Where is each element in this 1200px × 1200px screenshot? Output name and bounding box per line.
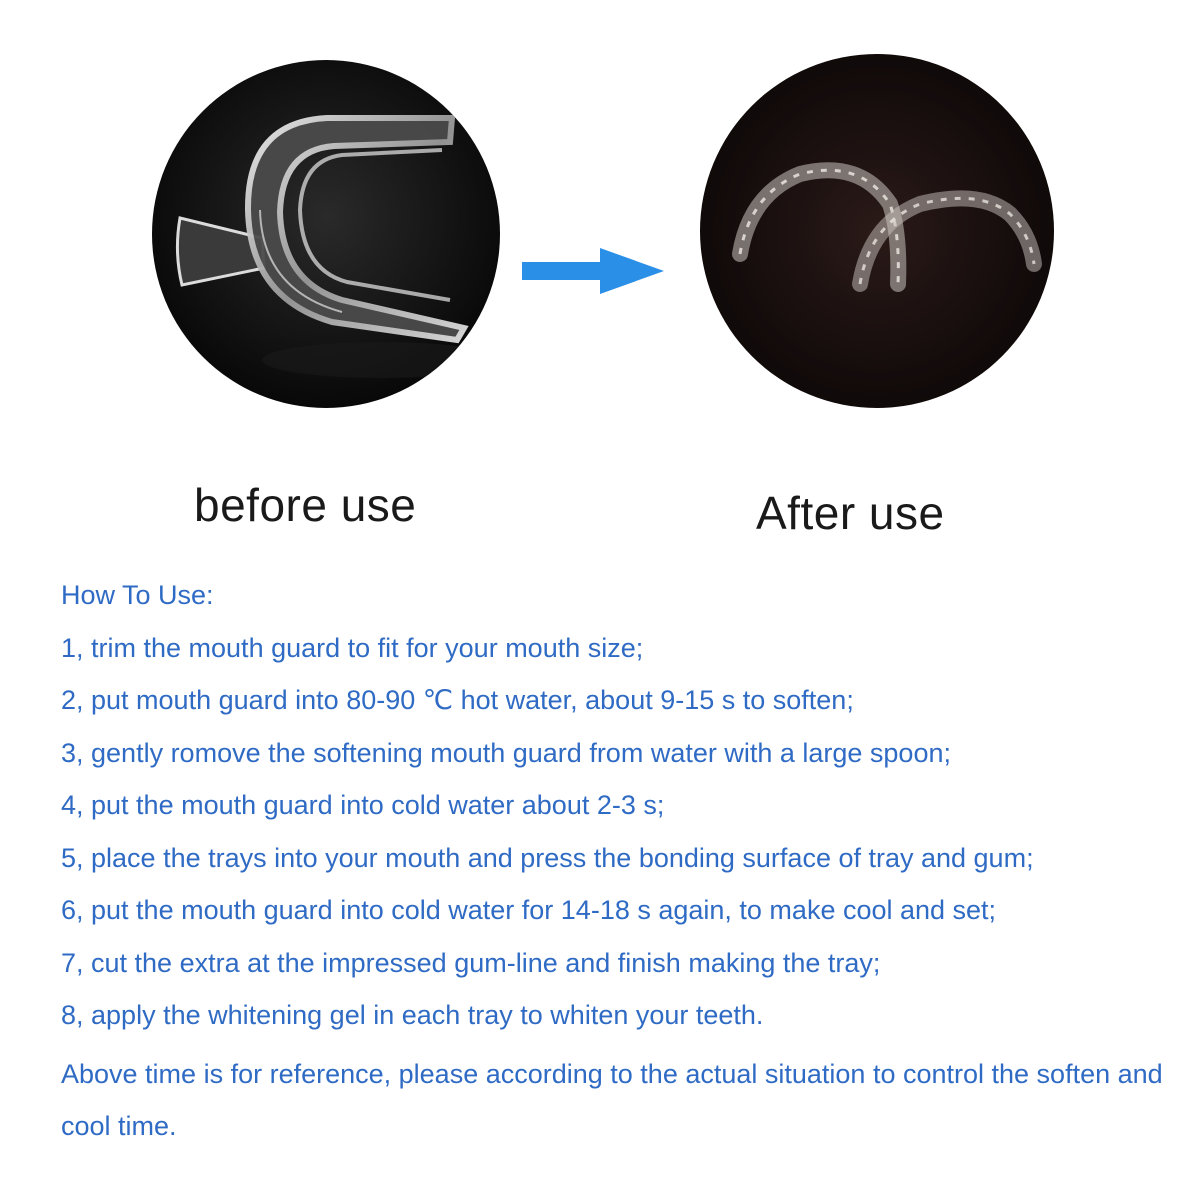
right-arrow-icon: [522, 248, 664, 294]
before-use-photo: [152, 60, 500, 408]
instruction-step: 6, put the mouth guard into cold water for 14-18 s again, to make cool and set;: [61, 895, 997, 925]
instruction-step: 3, gently romove the softening mouth guard from water with a large spoon;: [61, 737, 951, 768]
instruction-step: 5, place the trays into your mouth and press the bonding surface of tray and gum;: [61, 842, 1034, 873]
before-use-caption: before use: [194, 479, 417, 531]
after-use-caption: After use: [756, 487, 945, 539]
after-use-photo: [700, 54, 1054, 408]
instruction-step: 4, put the mouth guard into cold water about 2-3 s;: [61, 790, 665, 820]
instruction-step: 1, trim the mouth guard to fit for your mouth size;: [61, 632, 644, 663]
mouth-guard-tray-image: [152, 60, 500, 408]
instructions-heading: How To Use:: [61, 580, 214, 610]
instructions-note: Above time is for reference, please according to the actual situation to control the soften and cool time.: [61, 1058, 1163, 1141]
molded-trays-image: [700, 54, 1054, 408]
instruction-step: 8, apply the whitening gel in each tray to whiten your teeth.: [61, 1000, 764, 1030]
how-to-use-instructions: [61, 575, 1171, 1152]
instruction-step: 7, cut the extra at the impressed gum-line and finish making the tray;: [61, 947, 881, 978]
instruction-step: 2, put mouth guard into 80-90 ℃ hot water, about 9-15 s to soften;: [61, 685, 854, 715]
